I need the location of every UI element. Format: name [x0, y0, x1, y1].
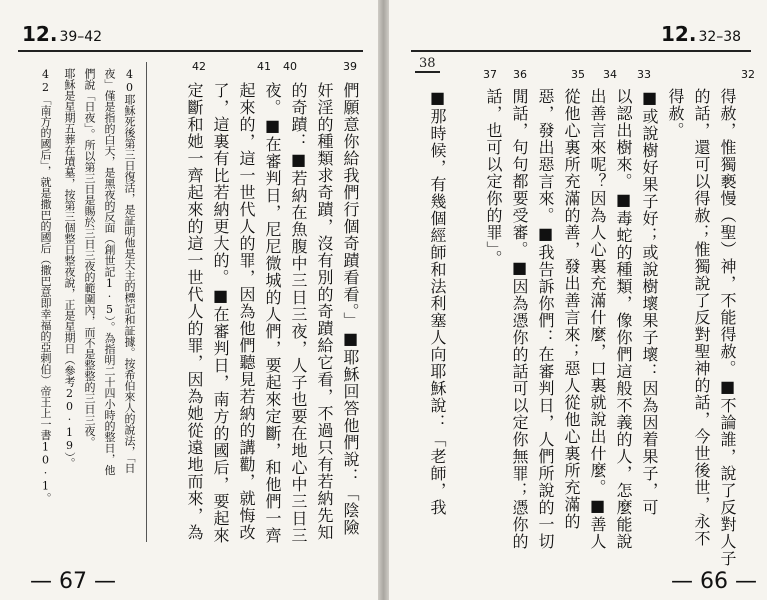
- left-header-rule: [18, 50, 363, 52]
- left-page-number: — 67 —: [30, 569, 116, 594]
- text-column: 的奇蹟：■若納在魚腹中三日三夜，人子也要在地心中三日三: [289, 82, 308, 544]
- right-page-number: — 66 —: [671, 569, 757, 594]
- footnote-column: 夜」僅是指的白天，是黑夜的反面（創世記1·5）。為指明二十四小時的整日，他: [103, 68, 116, 476]
- verse-number: 40: [283, 60, 297, 73]
- text-column: 閒話，句句都要受審。■因為憑你的話可以定你無罪；憑你的: [510, 88, 529, 550]
- text-column: ■或說樹好果子好；或說樹壞果子壞：因為因着果子，可: [640, 88, 659, 516]
- verse-number: 35: [571, 68, 585, 81]
- verse-number: 42: [192, 60, 206, 73]
- text-column: 以認出樹來。■毒蛇的種類，像你們這般不義的人，怎麼能說: [614, 88, 633, 550]
- notes-divider: [146, 62, 147, 542]
- text-column: 夜。■在審判日，尼尼微城的人們，要起來定斷，和他們一齊: [263, 82, 282, 544]
- verse-number: 41: [257, 60, 271, 73]
- right-page-header: [661, 22, 741, 48]
- left-page: [0, 0, 378, 600]
- right-header-rule: [411, 50, 751, 52]
- text-column: 惡，發出惡言來。■我告訴你們：在審判日，人們所說的一切: [536, 88, 555, 550]
- verse-number: 37: [483, 68, 497, 81]
- text-column: 起來的，這一世代人的罪，因為他們聽見若納的講勸，就悔改: [237, 82, 256, 541]
- text-column: 得赦，惟獨褻慢（聖）神，不能得赦。■不論誰，說了反對人子: [718, 88, 737, 567]
- text-column: 話，也可以定你的罪」。: [484, 88, 503, 267]
- text-column: 的話，還可以得赦；惟獨說了反對聖神的話，今世後世，永不: [692, 88, 711, 547]
- verse-number: 33: [637, 68, 651, 81]
- text-column: ■那時候，有幾個經師和法利塞人向耶穌說：「老師，我: [428, 88, 447, 516]
- right-header-chapter: 12.: [661, 22, 697, 46]
- text-column: 們願意你給我們行個奇蹟看看。」■耶穌回答他們說：「陰險: [341, 82, 360, 536]
- right-header-verses: 32–38: [698, 29, 742, 45]
- text-column: 了，這裏有比若納更大的。■在審判日，南方的國后，要起來: [211, 82, 230, 544]
- text-column: 奸淫的種類求奇蹟，沒有別的奇蹟給它看，不過只有若納先知: [315, 82, 334, 541]
- left-page-header: [22, 22, 102, 48]
- right-page: [389, 0, 767, 600]
- left-header-verses: 39–42: [59, 29, 103, 45]
- text-column: 從他心裏所充滿的善，發出善言來；惡人從他心裏所充滿的: [562, 88, 581, 530]
- footnote-column: 42「南方的國后」，就是撒巴的國后（撒巴意即幸福的亞剌伯）帝王上一書10·1。: [39, 68, 52, 504]
- left-header-chapter: 12.: [22, 22, 58, 46]
- verse-number: 36: [513, 68, 527, 81]
- footnote-column: 耶穌是星期五葬在墳墓，按第三個整日整夜說，正是星期日（參考20·19）。: [63, 68, 76, 469]
- verse-number: 34: [603, 68, 617, 81]
- verse-number: 39: [343, 60, 357, 73]
- text-column: 定斷和她一齊起來的這一世代人的罪，因為她從遠地而來，為: [185, 82, 204, 541]
- text-column: 出善言來呢？因為人心裏充滿什麼，口裏就說出什麼。■善人: [588, 88, 607, 550]
- footnote-column: 40耶穌死後第三日復活，是証明他是天主的標記和証據。按希伯來人的說法，「日: [123, 68, 136, 474]
- verse-number: 32: [741, 68, 755, 81]
- footnote-column: 們說「日夜」。所以第三日是賜於三日三夜的範圍內，而不是整整的三日三夜。: [83, 68, 96, 448]
- book-gutter: [378, 0, 389, 600]
- text-column: 得赦。: [666, 88, 685, 139]
- ornament-verse-38: 38: [415, 56, 440, 73]
